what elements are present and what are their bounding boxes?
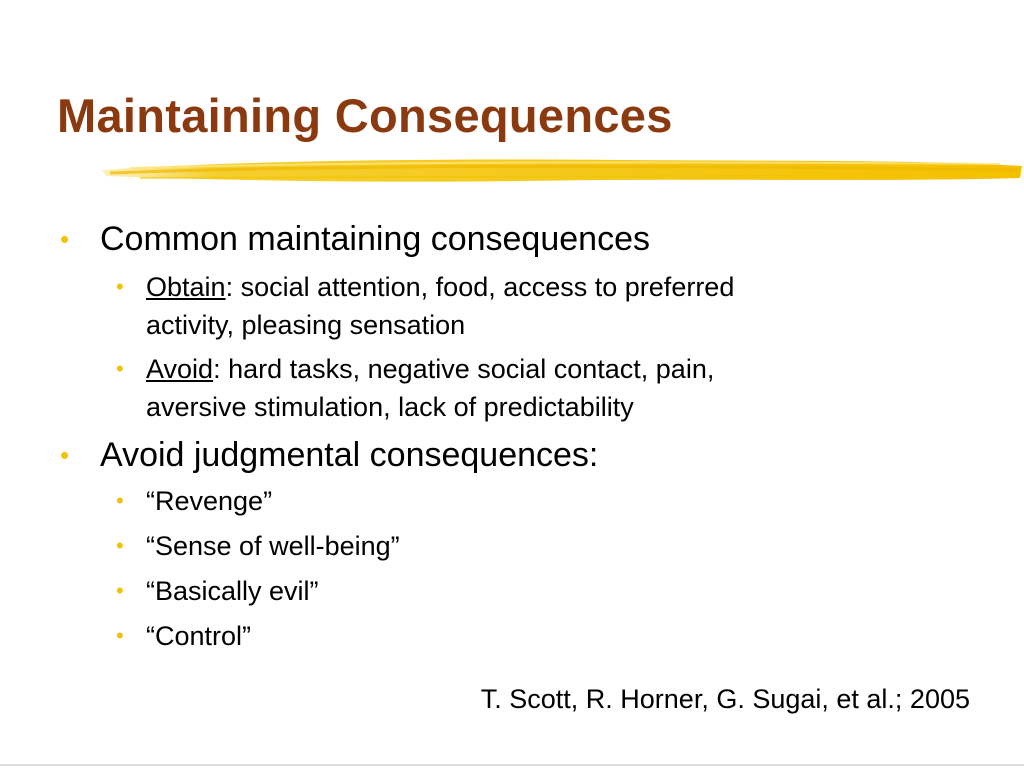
sub-bullet-item [60,617,1000,655]
bullet-list [60,218,1000,655]
sub-bullet-continuation: activity, pleasing sensation [146,310,466,340]
sub-bullet-item [60,268,1000,344]
sub-bullet-label: Obtain [146,272,226,302]
bullet-text: Avoid judgmental consequences: [100,436,599,474]
sub-bullet-item [60,572,1000,610]
sub-bullet-text: “Basically evil” [146,576,319,606]
bullet-dot-icon: • [116,533,124,558]
bullet-item [60,218,1000,260]
bullet-item [60,434,1000,476]
bullet-dot-icon: • [116,356,124,381]
sub-bullet-item [60,482,1000,520]
citation: T. Scott, R. Horner, G. Sugai, et al.; 2005 [480,684,970,714]
sub-bullet-text: : social attention, food, access to preferred [225,272,735,302]
sub-bullet-text: “Sense of well-being” [146,531,400,561]
bullet-dot-icon: • [116,488,124,513]
sub-bullet-text: “Revenge” [146,486,273,516]
sub-bullet-continuation: aversive stimulation, lack of predictability [146,392,634,422]
sub-bullet-item [60,527,1000,565]
bullet-dot-icon: • [116,274,124,299]
bullet-dot-icon: • [60,224,70,254]
bullet-dot-icon: • [116,623,124,648]
sub-bullet-label: Avoid [146,354,214,384]
bullet-text: Common maintaining consequences [100,220,650,258]
bullet-dot-icon: • [116,578,124,603]
sub-bullet-text: : hard tasks, negative social contact, pain, [213,354,715,384]
slide-title: Maintaining Consequences [57,89,673,142]
sub-bullet-text: “Control” [146,621,252,651]
sub-bullet-item [60,350,1000,426]
bullet-dot-icon: • [60,440,70,470]
footer-divider [0,764,1024,766]
title-highlight-stroke [100,148,1024,188]
